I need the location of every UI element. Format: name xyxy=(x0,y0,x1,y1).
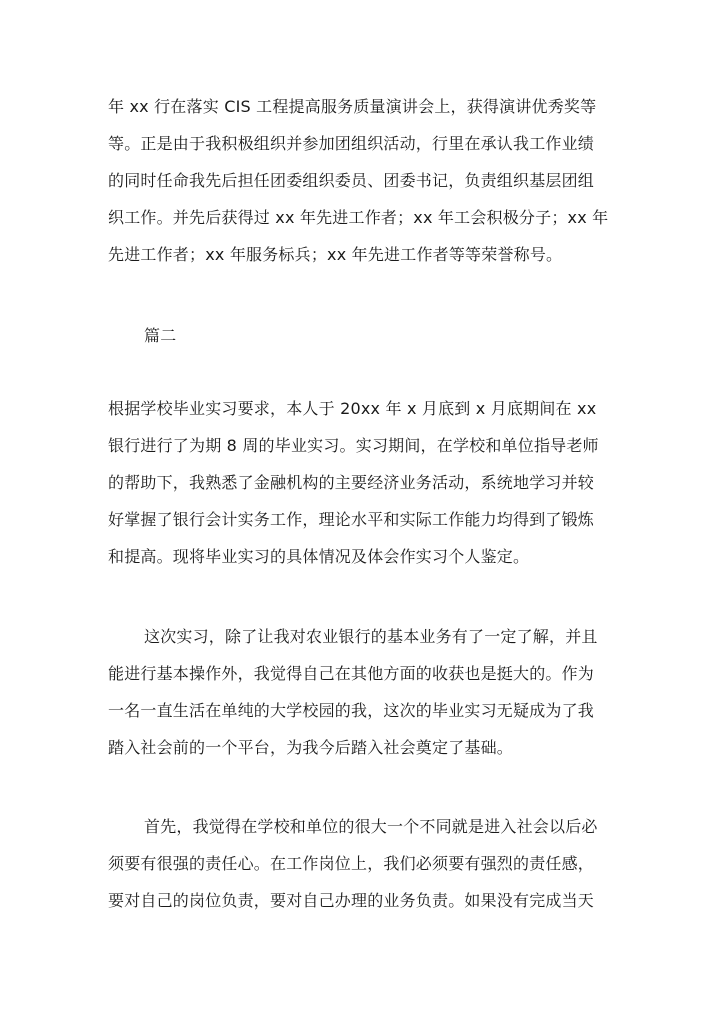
text-line: 根据学校毕业实习要求，本人于 20xx 年 x 月底到 x 月底期间在 xx xyxy=(108,399,597,418)
paragraph-internship-overview xyxy=(108,390,618,575)
text-line: 的同时任命我先后担任团委组织委员、团委书记，负责组织基层团组 xyxy=(108,171,595,190)
section-title: 篇二 xyxy=(144,326,177,345)
text-line: 织工作。并先后获得过 xx 年先进工作者；xx 年工会积极分子；xx 年 xyxy=(108,208,609,227)
paragraph-responsibility xyxy=(108,808,618,919)
text-line: 的帮助下，我熟悉了金融机构的主要经济业务活动，系统地学习并较 xyxy=(108,473,595,492)
text-line: 踏入社会前的一个平台，为我今后踏入社会奠定了基础。 xyxy=(108,738,514,757)
text-line: 等。正是由于我积极组织并参加团组织活动，行里在承认我工作业绩 xyxy=(108,134,595,153)
text-line: 须要有很强的责任心。在工作岗位上，我们必须要有强烈的责任感， xyxy=(108,854,595,873)
text-line: 先进工作者；xx 年服务标兵；xx 年先进工作者等等荣誉称号。 xyxy=(108,245,563,264)
text-line: 银行进行了为期 8 周的毕业实习。实习期间，在学校和单位指导老师 xyxy=(108,436,599,455)
section-heading xyxy=(108,317,618,354)
text-line: 要对自己的岗位负责，要对自己办理的业务负责。如果没有完成当天 xyxy=(108,891,595,910)
paragraph-internship-gains xyxy=(108,618,618,766)
text-line: 能进行基本操作外，我觉得自己在其他方面的收获也是挺大的。作为 xyxy=(108,664,595,683)
paragraph-intro-continuation xyxy=(108,88,618,273)
text-line: 这次实习，除了让我对农业银行的基本业务有了一定了解，并且 xyxy=(144,627,598,646)
text-line: 好掌握了银行会计实务工作，理论水平和实际工作能力均得到了锻炼 xyxy=(108,510,595,529)
text-line: 一名一直生活在单纯的大学校园的我，这次的毕业实习无疑成为了我 xyxy=(108,701,595,720)
text-line: 和提高。现将毕业实习的具体情况及体会作实习个人鉴定。 xyxy=(108,547,530,566)
text-line: 年 xx 行在落实 CIS 工程提高服务质量演讲会上，获得演讲优秀奖等 xyxy=(108,97,597,116)
text-line: 首先，我觉得在学校和单位的很大一个不同就是进入社会以后必 xyxy=(144,817,598,836)
